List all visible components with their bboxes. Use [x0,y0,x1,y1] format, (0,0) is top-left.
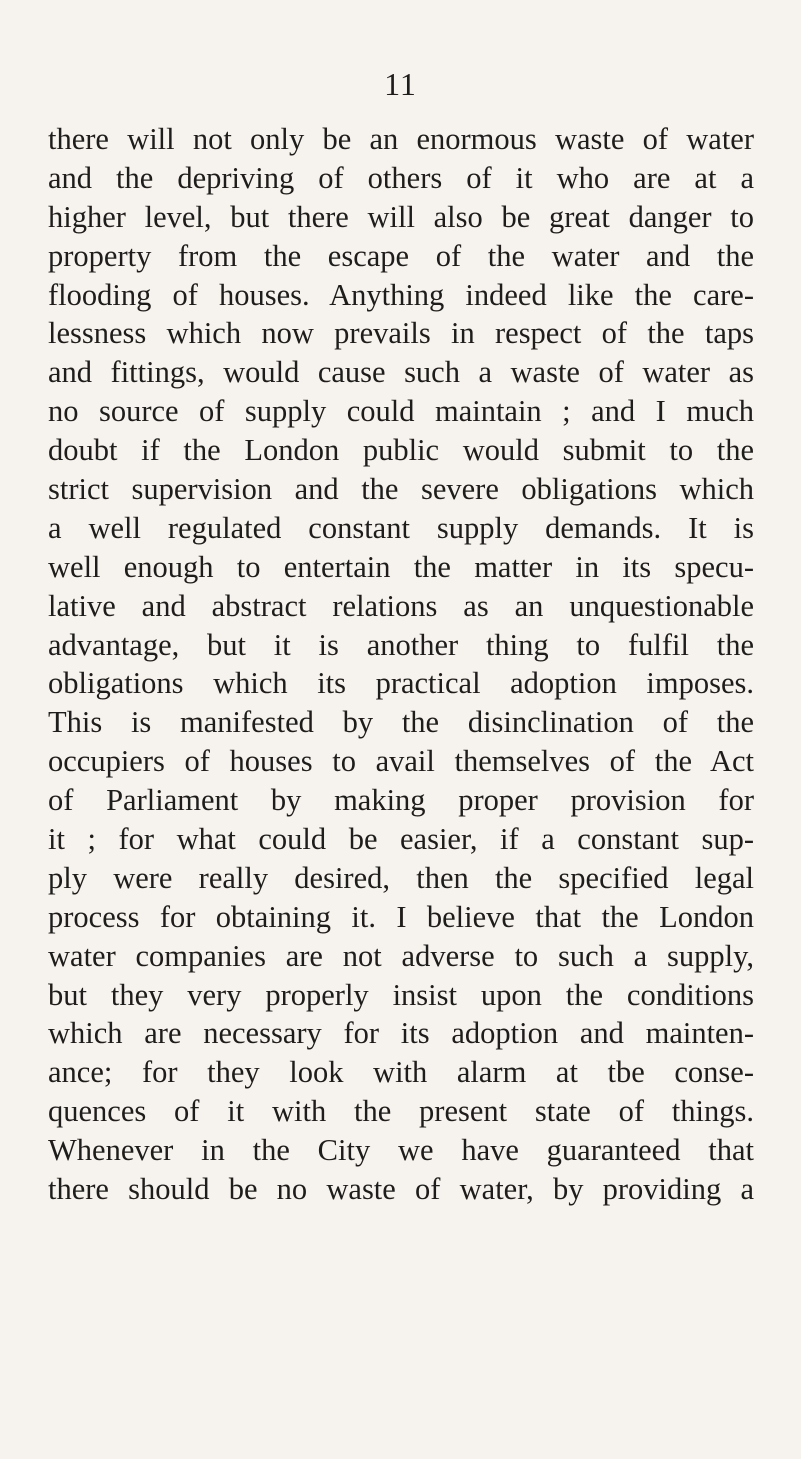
text-line-24: which are necessary for its adoption and mainten- [48,1016,754,1051]
page-number: 11 [384,66,417,102]
text-line-20: ply were really desired, then the specified legal [48,860,754,895]
text-line-15: obligations which its practical adoption imposes. [48,666,754,701]
text-line-18: of Parliament by making proper provision for [48,783,754,818]
text-line-13: lative and abstract relations as an unquestionable [48,588,754,623]
text-line-25: ance; for they look with alarm at tbe conse- [48,1055,754,1090]
text-line-1: there will not only be an enormous waste of water [48,122,754,156]
text-line-19: it ; for what could be easier, if a constant sup- [48,822,754,857]
text-line-3: higher level, but there will also be great danger to [48,199,754,234]
text-line-21: process for obtaining it. I believe that the London [48,899,754,934]
text-line-17: occupiers of houses to avail themselves of the Act [48,744,754,779]
text-line-8: no source of supply could maintain ; and I much [48,394,754,429]
text-line-26: quences of it with the present state of things. [48,1094,754,1129]
text-line-9: doubt if the London public would submit to the [48,433,754,468]
text-line-10: strict supervision and the severe obligations which [48,472,754,507]
text-line-27: Whenever in the City we have guaranteed that [48,1133,754,1168]
text-line-28: there should be no waste of water, by providing a [48,1172,754,1207]
body-text [48,120,754,1209]
text-line-2: and the depriving of others of it who are at a [48,160,754,195]
text-line-5: flooding of houses. Anything indeed like the care- [48,277,754,312]
text-line-6: lessness which now prevails in respect of the taps [48,316,754,351]
text-line-4: property from the escape of the water and the [48,238,754,273]
text-line-16: This is manifested by the disinclination of the [48,705,754,740]
text-line-12: well enough to entertain the matter in its specu- [48,549,754,584]
text-line-22: water companies are not adverse to such a supply, [48,938,754,973]
text-line-14: advantage, but it is another thing to fulfil the [48,627,754,662]
text-line-7: and fittings, would cause such a waste of water as [48,355,754,390]
text-line-23: but they very properly insist upon the conditions [48,977,754,1012]
text-line-11: a well regulated constant supply demands. It is [48,510,754,545]
